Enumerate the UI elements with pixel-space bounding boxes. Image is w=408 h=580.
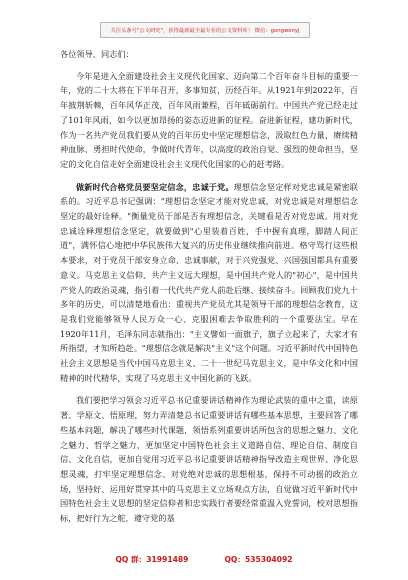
qq-group-number: QQ 群：31991489	[115, 555, 189, 564]
paragraph-1: 今年是进入全面建设社会主义现代化国家、迈向第二个百年奋斗目标的重要一年，党的二十大将在下半年召开，多事知贫，历经百年。从1921年到2022年，百年披荆斩棘，百年风华正茂，百年风雨兼程，百年砥砺前行。中国共产党已经走过了101年风雨，如今以更加昂扬的姿态迈进新的征程。奋进新征程，建功新时代，作为一名共产党员我们要从党的百年历史中坚定理想信念，汲取红色力量，赓续精神血脉，勇担时代使命，争做时代青年，以高度的政治自觉、强烈的使命担当，坚定的文化自信走好全面建设社会主义现代化国家的心的赶考路。	[60, 70, 358, 169]
section-heading: 做新时代合格党员要坚定信念，忠诚于党。	[76, 181, 234, 192]
salutation: 各位领导、同志们：	[60, 49, 134, 59]
paragraph-2	[60, 180, 358, 386]
footer-contacts	[0, 554, 408, 565]
header-banner	[100, 22, 310, 38]
qq-number: QQ：535304092	[224, 555, 293, 564]
paragraph-2-text: 理想信念坚定样对党忠诚是紧密联系的。习近平总书记强调："理想信念坚定才能对党忠诚，对党忠诚是对理想信念坚定的最好诠释。"衡量党员于部是否有理想信念，关键看是否对党忠诚。用对党忠诚诠释理想信念坚定，就要做到"心里装着百姓，手中握有真理，脚踏人间正道"，满怀信心地把中华民族伟大复兴的历史伟业继续推向前进。格守骂行这些根本要求，对于党员干部安身立命、忠诚事献，对于兴党强党、兴国强国都具有重要意义。马克思主义信仰、共产主义远大理想，是中国共产党人的"初心"，是中国共产党人的政治灵魂，指引着一代代共产党人前赴后继、接续奋斗。回顾我们党九十多年的历史，可以清楚地看出：重视共产党员尤其是领导干部的理想信念教育，这是我们党能够领导人民万众一心、克服困难去争取胜利的一个重要法宝。早在1920年11月，毛泽东同志就指出："主义譬如一面旗子，旗子立起来了，大家才有所指望，才知所趋赴。"理想信念就是解决"主义"这个问题。习近平新时代中国特色社会主义思想是当代中国马克思主义、二十一世纪马克思主义，是中华文化和中国精神的时代精华，实现了马克思主义中国化新的飞跃。	[60, 181, 358, 383]
paragraph-3: 我们要把学习领会习近平总书记重要讲话精神作为理论武装的重中之重，读原著、学原文、悟原理，努力弄清楚总书记重要讲话有哪些基本思想，主要回答了哪些基本问题，解决了哪些时代课题，领悟系列重要讲话所包含的思想之魅力、文化之魅力、哲学之魅力，更加坚定中国特色社会主义道路自信、理论自信、制度自信、文化自信，更加自觉用习近平总书记重要讲话精神指导改造主观世界、净化思想灵魂，打牢坚定理想信念、对党绝对忠诚的思想根基，保持不可动摇的政治立场，坚持好、运用好贯穿其中的马克思主义立场观点方法，自觉做习近平新时代中国特色社会主义思想的坚定信仰者和忠实践行者要经常重温入党誓词，校对思想指标，把好行为之舵，遵守党的基	[60, 395, 358, 524]
document-body	[60, 47, 358, 526]
banner-text: 关注头条号"公文研究"，获得最新最全最专业的公文资料库！ 微信：gongwenyj	[110, 28, 300, 34]
